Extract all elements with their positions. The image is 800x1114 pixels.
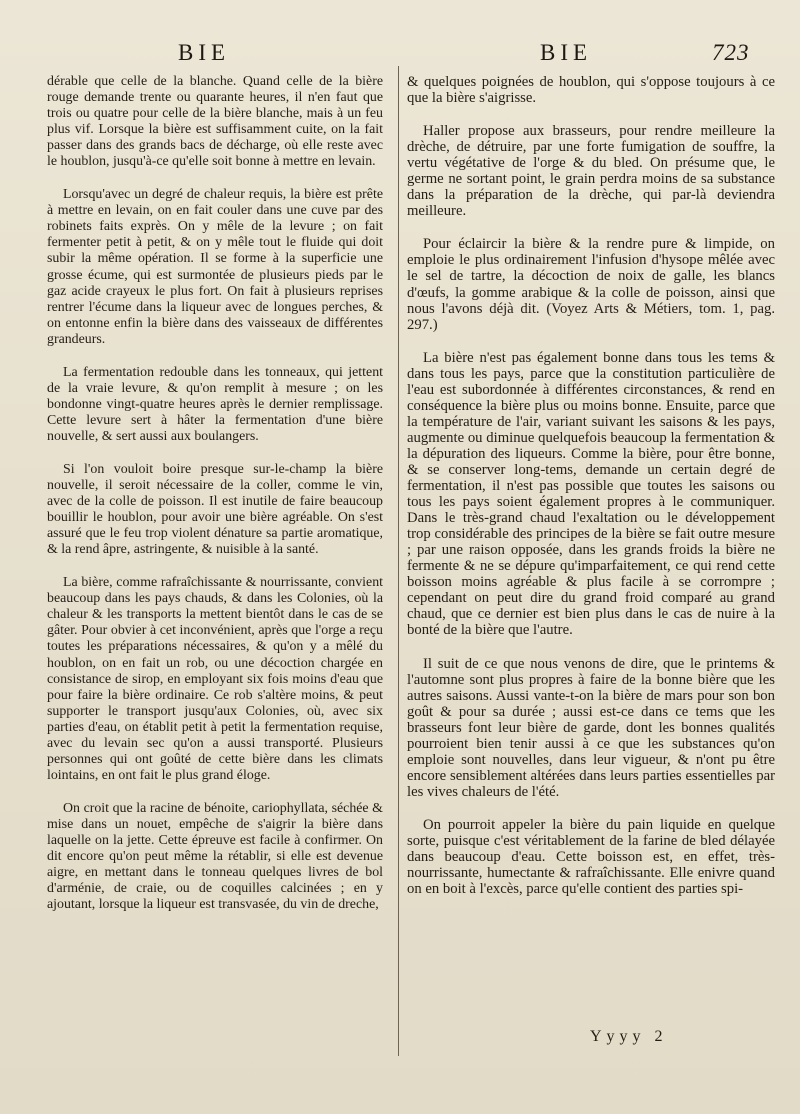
paragraph: dérable que celle de la blanche. Quand celle de la bière rouge demande trente ou quarante heures, il n'en faut que trois ou quatre pour celle de la bière blanche, mais à un feu plus vif. Lorsque la bière est suffisamment cuite, on la fait passer dans des grands bacs de décharge, où elle reste avec le houblon, jusqu'à-ce qu'elle soit bonne à mettre en levain.	[47, 74, 383, 170]
left-column	[47, 74, 383, 930]
paragraph: La fermentation redouble dans les tonneaux, qui jettent de la vraie levure, & qu'on remplit à mesure ; on les bondonne vingt-quatre heures après le dernier remplissage. Cette levure sert à hâter la fermentation d'une bière nouvelle, & sert aussi aux boulangers.	[47, 364, 383, 444]
paragraph: & quelques poignées de houblon, qui s'oppose toujours à ce que la bière s'aigrisse.	[407, 74, 775, 107]
paragraph: Il suit de ce que nous venons de dire, que le printems & l'automne sont plus propres à faire de la bonne bière que les autres saisons. Aussi vante-t-on la bière de mars pour son bon goût & pour sa durée ; aussi est-ce dans ce tems que les brasseurs font leur bière de garde, dont les bonnes qualités pourroient bien tenir aussi à ce que les substances qu'on emploie sont nouvelles, dans leur vigueur, & n'ont pu être encore sensiblement altérées dans leurs parties essentielles par les vives chaleurs de l'été.	[407, 655, 775, 800]
paragraph: Lorsqu'avec un degré de chaleur requis, la bière est prête à mettre en levain, on en fait couler dans une cuve par des robinets faits exprès. On y mêle de la levure ; on fait fermenter petit à petit, & on y mêle tout le fluide qui doit subir la même opération. Il se forme à la superficie une grosse écume, qui est surmontée de plusieurs pieds par le gaz acide crayeux le plus fort. On fait à plusieurs reprises rentrer l'écume dans la liqueur avec de longues perches, & on entonne enfin la bière dans des vaisseaux de différentes grandeurs.	[47, 187, 383, 347]
paragraph: On pourroit appeler la bière du pain liquide en quelque sorte, puisque c'est véritablement de la farine de bled délayée dans beaucoup d'eau. Cette boisson est, en effet, très-nourrissante, humectante & rafraîchissante. Elle enivre quand on en boit à l'excès, parce qu'elle contient des parties spi-	[407, 816, 775, 898]
right-column	[407, 74, 775, 914]
paragraph: La bière n'est pas également bonne dans tous les tems & dans tous les pays, parce que la constitution particulière de l'eau est subordonnée à différentes circonstances, & rend en conséquence la bière plus ou moins bonne. Ensuite, parce que la température de l'air, variant suivant les saisons & les pays, augmente ou diminue quelquefois beaucoup la fermentation & la dépuration des liqueurs. Comme la bière, pour être bonne, & se conserver long-tems, demande un certain degré de fermentation, il n'est pas possible que toutes les saisons ou tous les pays soient également propres à le communiquer. Dans le très-grand chaud l'exaltation ou le développement trop considérable des principes de la bière se fait outre mesure ; par une raison opposée, dans les grands froids la bière ne fermente & ne se dépure qu'imparfaitement, ce qui rend cette boisson moins agréable & plus facile à se corrompre ; cependant on peut dire du grand froid comparé au grand chaud, que ce dernier est bien plus dans le cas de nuire à la bonté de la bière que l'autre.	[407, 349, 775, 639]
page-number: 723	[712, 40, 750, 65]
running-head-left: BIE	[178, 40, 231, 65]
paragraph: On croit que la racine de bénoite, cariophyllata, séchée & mise dans un nouet, empêche de s'aigrir la bière dans laquelle on la jette. Cette épreuve est facile à confirmer. On dit encore qu'on peut même la rétablir, si elle est devenue aigre, en mettant dans le tonneau quelques livres de bol d'arménie, de craie, ou de coquilles calcinées ; en y ajoutant, lorsque la liqueur est transvasée, du vin de dreche,	[47, 800, 383, 913]
paragraph: Si l'on vouloit boire presque sur-le-champ la bière nouvelle, il seroit nécessaire de la coller, comme le vin, avec de la colle de poisson. Il est inutile de faire beaucoup bouillir le houblon, pour avoir une bière agréable. On s'est assuré que le feu trop violent dénature sa partie aromatique, & la rend âpre, astringente, & nuisible à la santé.	[47, 461, 383, 558]
column-rule	[398, 66, 399, 1056]
paragraph: Pour éclaircir la bière & la rendre pure & limpide, on emploie le plus ordinairement l'infusion d'hysope mêlée avec le sel de tartre, la décoction de noix de galle, les blancs d'œufs, la gomme arabique & la colle de poisson, ainsi que nous l'avons déjà dit. (Voyez Arts & Métiers, tom. 1, pag. 297.)	[407, 236, 775, 333]
signature-mark: Yyyy 2	[590, 1028, 668, 1045]
paragraph: Haller propose aux brasseurs, pour rendre meilleure la drèche, de détruire, par une forte fumigation de souffre, la vertu végétative de l'orge & du bled. On présume que, le germe ne sortant point, le grain perdra moins de sa substance dans la préparation de la drèche, qui par-là deviendra meilleure.	[407, 123, 775, 220]
paragraph: La bière, comme rafraîchissante & nourrissante, convient beaucoup dans les pays chauds, & dans les Colonies, où la chaleur & les transports la mettent bientôt dans le cas de se gâter. Pour obvier à cet inconvénient, après que l'orge a reçu toutes les préparations nécessaires, & qu'on y a mêlé du houblon, on en fait un rob, ou une décoction chargée en consistance de sirop, en employant six fois moins d'eau que pour faire la bière ordinaire. Ce rob s'altère moins, & peut supporter le transport jusqu'aux Colonies, où, avec six parties d'eau, on établit petit à petit la fermentation requise, avec du levain sec qu'on a aussi transporté. Plusieurs personnes qui ont goûté de cette bière dans les climats lointains, en ont fait le plus grand éloge.	[47, 575, 383, 783]
running-head-right: BIE	[540, 40, 593, 65]
